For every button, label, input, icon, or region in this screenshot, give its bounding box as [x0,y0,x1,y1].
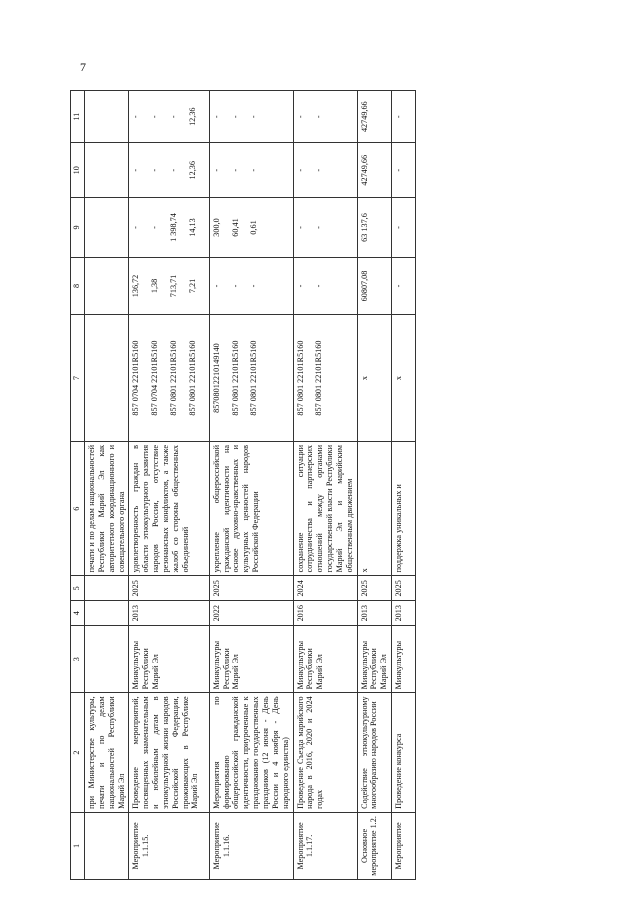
cell-value: 713,71 [169,274,179,298]
cell-value: - [230,115,240,119]
cell-col-4: 2013 [357,601,392,626]
cell-col-5: 2025 [209,576,293,601]
cell-value: 857 0801 22101R5160 [230,340,240,416]
cell-col-9 [209,198,293,258]
cell-col-4: 2013 [129,601,209,626]
cell-value: - [295,168,305,172]
cell-value: 60,41 [230,218,240,237]
cell-col-4: 2016 [293,601,357,626]
cell-value: 300,0 [211,218,221,237]
table-row [357,91,392,880]
cell-value: - [150,168,160,172]
column-number-row [71,91,85,880]
cell-col-2: Содействие этнокультурному многообразию народов России [357,693,392,812]
cell-col-9 [357,198,392,258]
cell-col-6: печати и по делам национальностей Республики Марий Эл как авторитетного координационного и совещательного органа [85,442,129,576]
cell-col-10 [293,143,357,198]
cell-col-10 [392,143,416,198]
cell-col-1: Мероприятие 1.1.16. [209,812,293,879]
program-activities-table [70,90,416,880]
cell-col-6: удовлетворенность граждан в области этнокультурного развития народов России, отсутствие резонансных конфликтов, а также жалоб со стороны общественных объединений [129,442,209,576]
cell-value: 857 0704 22101R5160 [131,340,141,416]
cell-value: - [211,168,221,172]
cell-value: 0,61 [249,220,259,235]
cell-value: 857 0801 22101R5160 [295,340,305,416]
column-header-8: 8 [71,257,85,314]
cell-col-8 [293,257,357,314]
cell-col-8 [357,257,392,314]
cell-col-9 [85,198,129,258]
cell-value: - [169,115,179,119]
cell-col-7 [392,315,416,442]
cell-value: - [394,115,404,119]
cell-value: - [211,284,221,288]
cell-col-11 [85,91,129,143]
cell-col-3: Минкультуры [392,626,416,693]
cell-value: - [394,168,404,172]
cell-col-7 [85,315,129,442]
cell-value: - [394,284,404,288]
cell-col-7 [357,315,392,442]
cell-value: 85708012210149140 [211,343,221,413]
cell-col-6: укрепление общероссийской гражданской идентичности на основе духовно-нравственных и культурных ценностей народов Российской Федерации [209,442,293,576]
cell-col-1: Основное мероприятие 1.2. [357,812,392,879]
cell-value: - [249,115,259,119]
cell-col-4: 2022 [209,601,293,626]
table-row [392,91,416,880]
cell-col-5: 2025 [392,576,416,601]
column-header-2: 2 [71,693,85,812]
cell-col-11 [293,91,357,143]
table-row [209,91,293,880]
column-header-7: 7 [71,315,85,442]
cell-col-8 [209,257,293,314]
cell-col-2: при Министерстве культуры, печати и по делам национальностей Республики Марий Эл [85,693,129,812]
cell-col-7 [129,315,209,442]
page-number: 7 [80,60,86,74]
cell-value: - [131,226,141,229]
column-header-9: 9 [71,198,85,258]
cell-value: - [314,168,324,172]
cell-value: - [394,226,404,229]
cell-value: - [131,115,141,119]
table-row [85,91,129,880]
cell-col-1: Мероприятие 1.1.15. [129,812,209,879]
cell-col-5 [85,576,129,601]
cell-value: - [150,115,160,119]
cell-col-8 [129,257,209,314]
cell-col-7 [209,315,293,442]
cell-col-3: Минкультуры Республики Марий Эл [357,626,392,693]
cell-value: х [394,376,404,381]
cell-col-2: Проведение Съезда марийского народа в 2016, 2020 и 2024 годах [293,693,357,812]
cell-col-1 [85,812,129,879]
cell-value: - [314,115,324,119]
cell-value: 7,21 [187,278,197,294]
column-header-5: 5 [71,576,85,601]
cell-col-11 [392,91,416,143]
cell-value: 63 137,6 [359,213,369,242]
cell-value: - [230,168,240,172]
cell-value: х [359,376,369,381]
cell-value: - [249,284,259,288]
cell-col-9 [392,198,416,258]
cell-value: 42749,66 [359,101,369,133]
cell-col-2: Мероприятия по формированию общероссийской гражданской идентичности, приуроченные к празднованию государственных праздников (12 июня - День России и 4 ноября - День народного единства) [209,693,293,812]
cell-value: - [314,226,324,229]
cell-col-5: 2025 [357,576,392,601]
column-header-4: 4 [71,601,85,626]
table-body [85,91,416,880]
cell-col-9 [129,198,209,258]
cell-value: 1 398,74 [169,213,179,242]
cell-value: - [131,168,141,172]
cell-value: 12,36 [187,107,197,126]
cell-col-6: х [357,442,392,576]
cell-col-10 [85,143,129,198]
cell-col-9 [293,198,357,258]
cell-col-11 [129,91,209,143]
cell-col-3: Минкультуры Республики Марий Эл [293,626,357,693]
column-header-6: 6 [71,442,85,576]
cell-value: 1,38 [150,278,160,294]
table-row [293,91,357,880]
cell-col-10 [357,143,392,198]
cell-col-6: поддержка уникальных и [392,442,416,576]
cell-col-4: 2013 [392,601,416,626]
cell-col-2: Проведение мероприятий, посвященных знаменательным и юбилейным датам в этнокультурной жизни народов Российской Федерации, проживающих в Республике Марий Эл [129,693,209,812]
column-header-1: 1 [71,812,85,879]
column-header-3: 3 [71,626,85,693]
cell-col-10 [129,143,209,198]
table-row [129,91,209,880]
cell-value: - [249,168,259,172]
cell-col-7 [293,315,357,442]
cell-value: 136,72 [131,274,141,298]
rotated-table-container [70,90,590,880]
cell-col-3: Минкультуры Республики Марий Эл [209,626,293,693]
cell-value: 857 0801 22101R5160 [249,340,259,416]
cell-col-8 [85,257,129,314]
cell-col-5: 2025 [129,576,209,601]
cell-value: 857 0801 22101R5160 [169,340,179,416]
cell-value: - [295,284,305,288]
cell-col-11 [209,91,293,143]
cell-col-8 [392,257,416,314]
cell-col-5: 2024 [293,576,357,601]
cell-value: - [295,226,305,229]
column-header-10: 10 [71,143,85,198]
cell-value: - [295,115,305,119]
cell-col-1: Мероприятие 1.1.17. [293,812,357,879]
cell-col-11 [357,91,392,143]
cell-value: 857 0801 22101R5160 [314,340,324,416]
cell-col-3: Минкультуры Республики Марий Эл [129,626,209,693]
cell-col-3 [85,626,129,693]
cell-value: - [150,226,160,229]
cell-value: 14,13 [187,218,197,237]
cell-value: 12,36 [187,161,197,180]
cell-value: 60807,08 [359,270,369,302]
cell-col-4 [85,601,129,626]
cell-col-10 [209,143,293,198]
cell-value: - [230,284,240,288]
cell-value: 42749,66 [359,154,369,186]
cell-col-1: Мероприятие [392,812,416,879]
column-header-11: 11 [71,91,85,143]
cell-value: - [211,115,221,119]
cell-col-6: сохранение ситуации сотрудничества и партнерских отношений между органами государственной власти Республики Марий Эл и марийским общественным движением [293,442,357,576]
cell-value: 857 0801 22101R5160 [187,340,197,416]
cell-value: - [314,284,324,288]
cell-value: 857 0704 22101R5160 [150,340,160,416]
cell-col-2: Проведение конкурса [392,693,416,812]
cell-value: - [169,168,179,172]
